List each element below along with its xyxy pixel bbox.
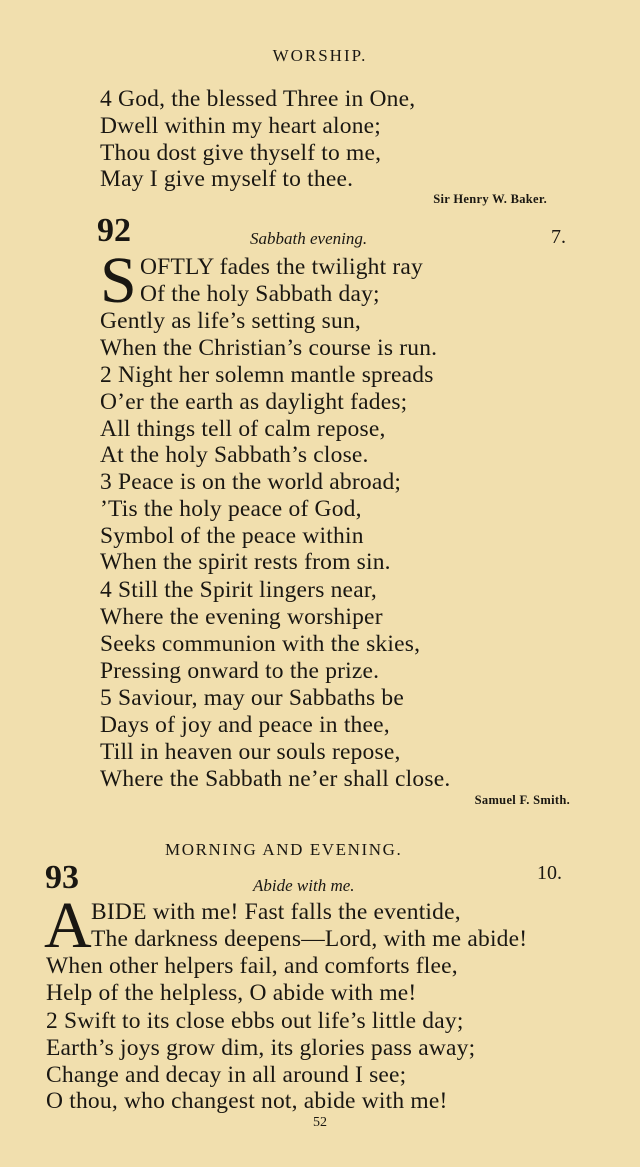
verse-line: When the spirit rests from sin.	[100, 549, 391, 575]
verse-line: 3 Peace is on the world abroad;	[100, 469, 402, 495]
verse-line: BIDE with me! Fast falls the eventide,	[91, 899, 461, 925]
verse-line: When other helpers fail, and comforts flee,	[46, 953, 458, 979]
section-title: MORNING AND EVENING.	[165, 840, 403, 859]
verse-line: 2 Swift to its close ebbs out life’s little day;	[46, 1008, 464, 1034]
verse-line: O thou, who changest not, abide with me!	[46, 1088, 448, 1114]
verse-line: May I give myself to thee.	[100, 166, 354, 192]
hymn-author: Samuel F. Smith.	[474, 793, 570, 807]
hymn-meter: 10.	[537, 862, 562, 884]
verse-line: Where the evening worshiper	[100, 604, 383, 630]
verse-line: At the holy Sabbath’s close.	[100, 442, 369, 468]
verse-line: Dwell within my heart alone;	[100, 113, 382, 139]
drop-cap: A	[44, 889, 92, 962]
verse-line: OFTLY fades the twilight ray	[140, 254, 424, 280]
verse-line: 2 Night her solemn mantle spreads	[100, 362, 434, 388]
tune-name: Abide with me.	[253, 876, 355, 895]
verse-line: Pressing onward to the prize.	[100, 658, 380, 684]
tune-name: Sabbath evening.	[250, 229, 368, 248]
hymn-meter: 7.	[551, 226, 566, 248]
verse-line: ’Tis the holy peace of God,	[100, 496, 362, 522]
drop-cap: S	[100, 244, 137, 317]
verse-line: 4 God, the blessed Three in One,	[100, 86, 416, 112]
verse-line: O’er the earth as daylight fades;	[100, 389, 408, 415]
verse-line: Change and decay in all around I see;	[46, 1062, 407, 1088]
verse-line: Gently as life’s setting sun,	[100, 308, 362, 334]
hymn-number: 93	[45, 859, 79, 896]
page-number: 52	[313, 1115, 327, 1130]
verse-line: The darkness deepens—Lord, with me abide!	[91, 926, 528, 952]
verse-line: Symbol of the peace within	[100, 523, 364, 549]
page-header: WORSHIP.	[272, 46, 368, 65]
verse-line: Thou dost give thyself to me,	[100, 140, 382, 166]
hymn-author: Sir Henry W. Baker.	[433, 192, 547, 206]
verse-line: Till in heaven our souls repose,	[100, 739, 401, 765]
verse-line: Days of joy and peace in thee,	[100, 712, 390, 738]
verse-line: Earth’s joys grow dim, its glories pass away;	[46, 1035, 476, 1061]
hymn-number: 92	[97, 212, 131, 249]
verse-line: All things tell of calm repose,	[100, 416, 386, 442]
verse-line: Of the holy Sabbath day;	[140, 281, 380, 307]
verse-line: 5 Saviour, may our Sabbaths be	[100, 685, 404, 711]
verse-line: When the Christian’s course is run.	[100, 335, 438, 361]
verse-line: Where the Sabbath ne’er shall close.	[100, 766, 451, 792]
verse-line: Seeks communion with the skies,	[100, 631, 421, 657]
verse-line: Help of the helpless, O abide with me!	[46, 980, 417, 1006]
verse-line: 4 Still the Spirit lingers near,	[100, 577, 377, 603]
